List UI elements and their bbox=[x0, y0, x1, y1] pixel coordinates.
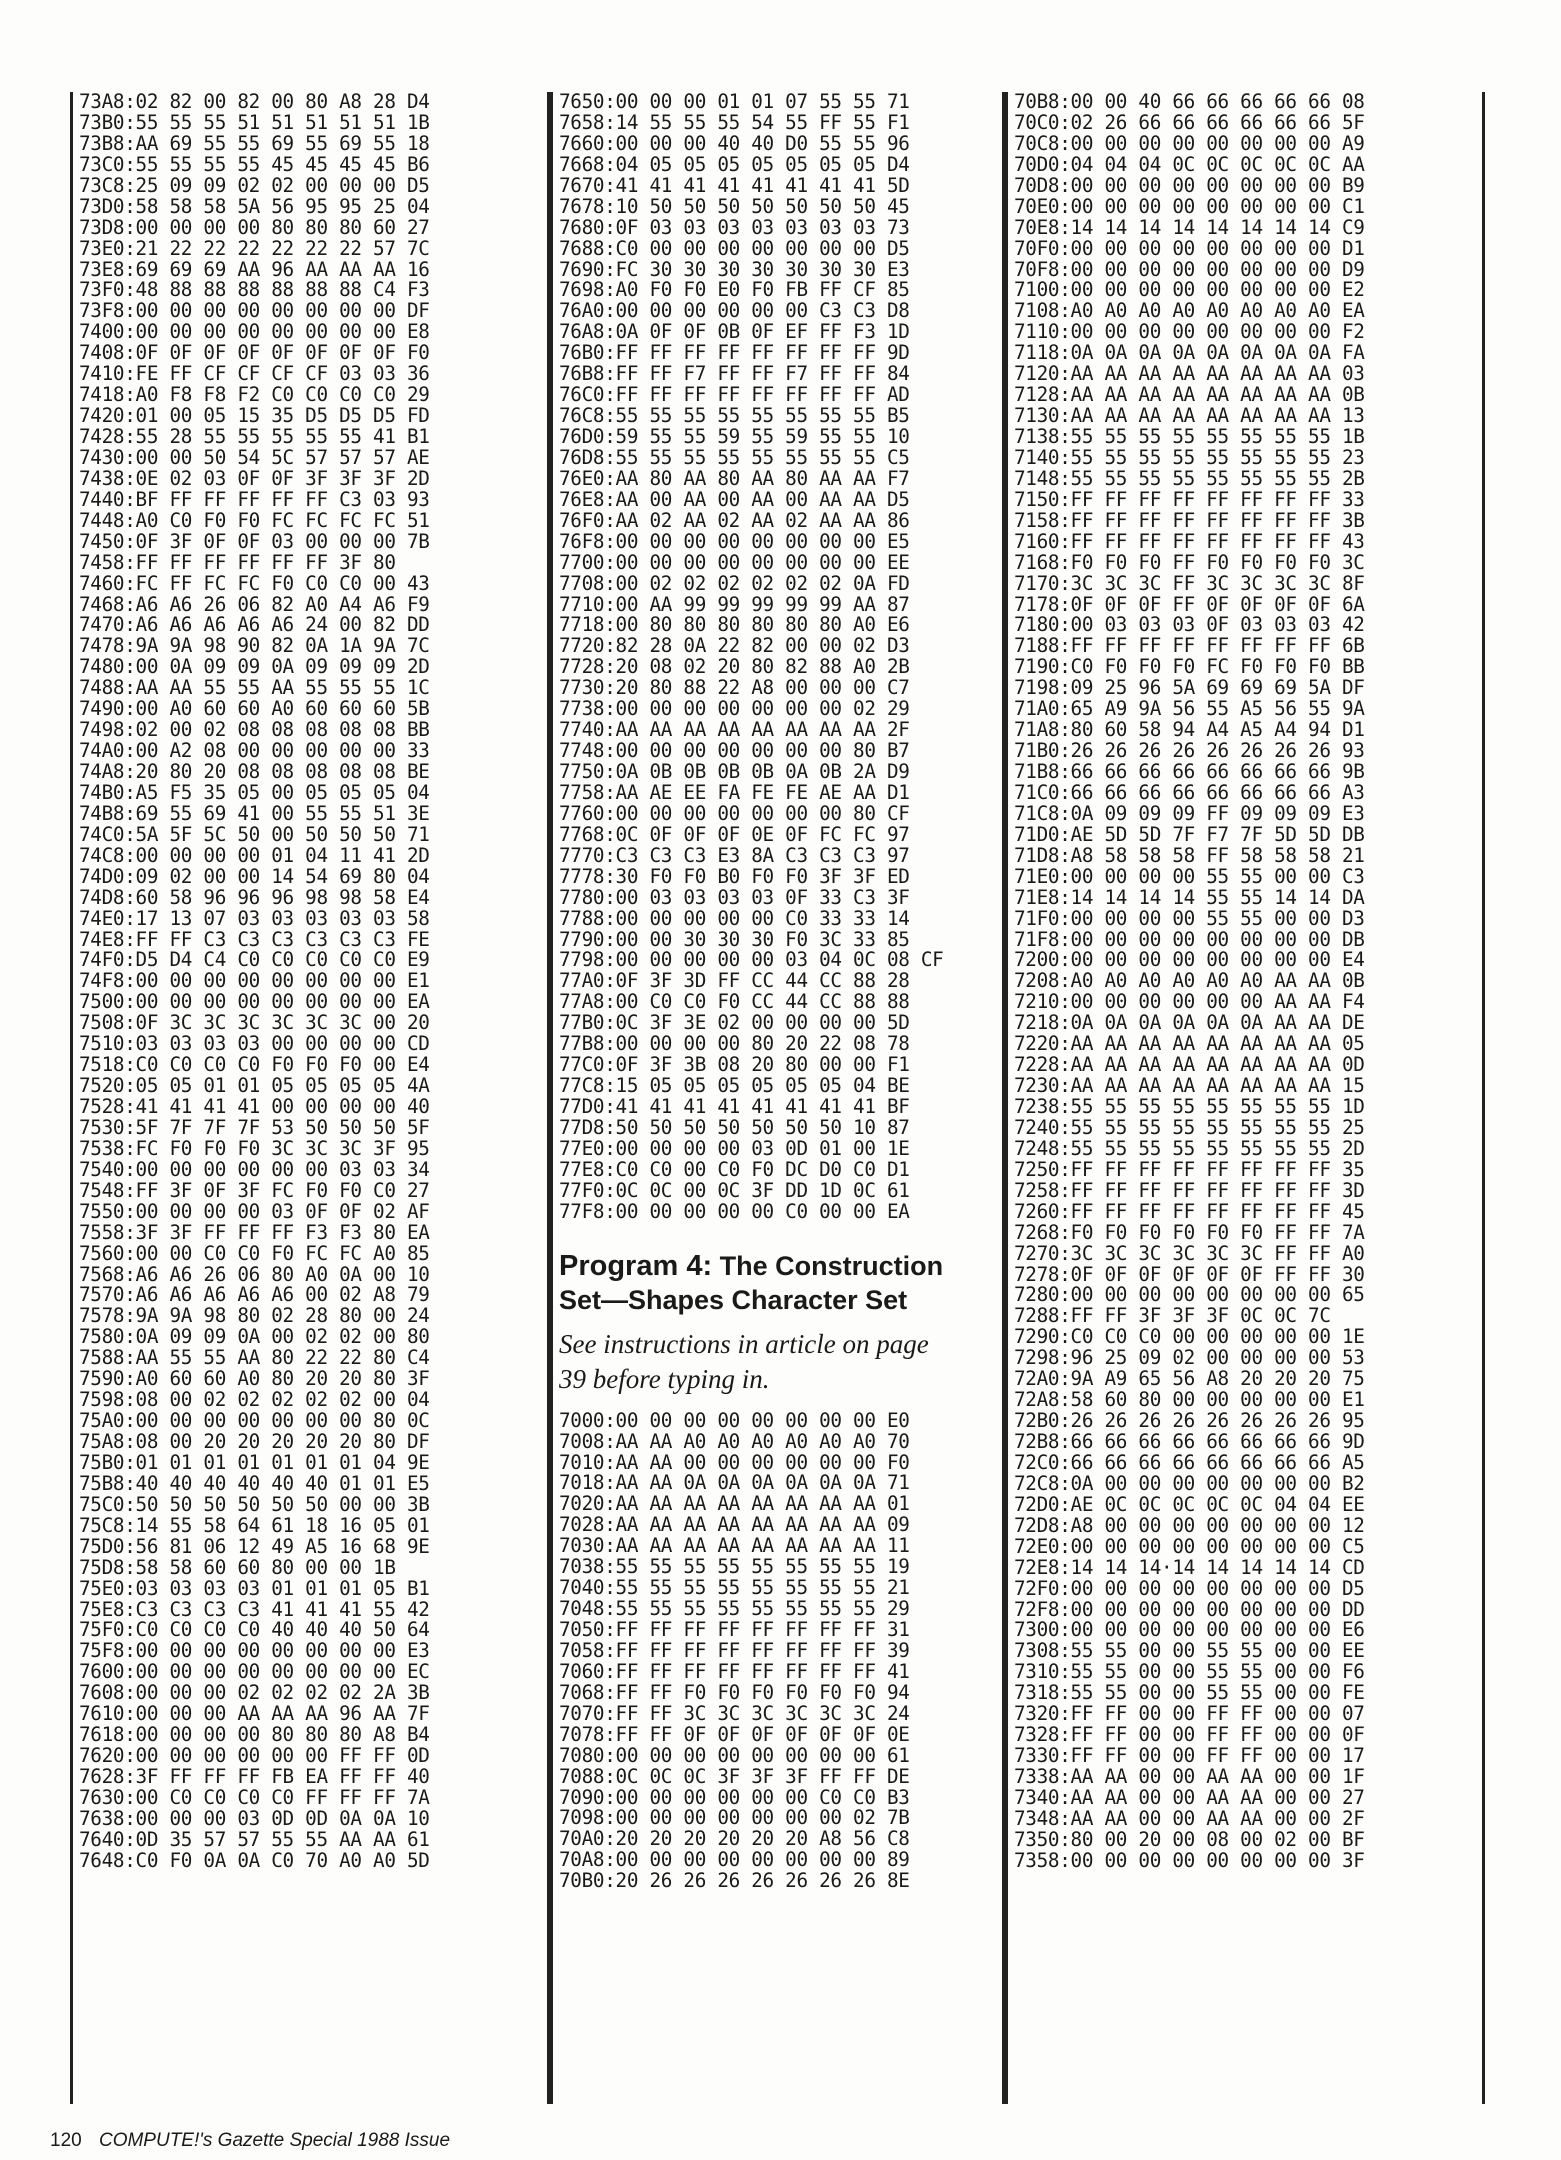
listing-line: 7400:00 00 00 00 00 00 00 00 E8 bbox=[79, 320, 430, 344]
listing-line: 7480:00 0A 09 09 0A 09 09 09 2D bbox=[79, 655, 430, 679]
listing-line: 74A8:20 80 20 08 08 08 08 08 BE bbox=[79, 760, 430, 783]
listing-line: 7588:AA 55 55 AA 80 22 22 80 C4 bbox=[79, 1346, 430, 1370]
listing-line: 7478:9A 9A 98 90 82 0A 1A 9A 7C bbox=[79, 634, 430, 658]
listing-line: 71D8:A8 58 58 58 FF 58 58 58 21 bbox=[1014, 843, 1365, 867]
listing-line: 7780:00 03 03 03 03 0F 33 C3 3F bbox=[559, 885, 910, 909]
listing-line: 7330:FF FF 00 00 FF FF 00 00 17 bbox=[1014, 1744, 1365, 1768]
listing-line: 71A0:65 A9 9A 56 55 A5 56 55 9A bbox=[1014, 697, 1365, 721]
listing-line: 7598:08 00 02 02 02 02 02 00 04 bbox=[79, 1388, 430, 1412]
hex-listing bbox=[79, 92, 541, 1872]
listing-line: 7408:0F 0F 0F 0F 0F 0F 0F 0F F0 bbox=[79, 341, 430, 365]
listing-line: 70E8:14 14 14 14 14 14 14 14 C9 bbox=[1014, 215, 1365, 239]
listing-line: 7620:00 00 00 00 00 00 FF FF 0D bbox=[79, 1744, 430, 1768]
listing-line: 71C0:66 66 66 66 66 66 66 66 A3 bbox=[1014, 780, 1365, 804]
listing-line: 7660:00 00 00 40 40 D0 55 55 96 bbox=[559, 131, 910, 155]
typing-instructions bbox=[559, 1327, 996, 1397]
listing-line: 73D0:58 58 58 5A 56 95 95 25 04 bbox=[79, 194, 430, 218]
listing-line: 72B0:26 26 26 26 26 26 26 26 95 bbox=[1014, 1409, 1365, 1433]
listing-line: 74F0:D5 D4 C4 C0 C0 C0 C0 C0 E9 bbox=[79, 948, 430, 972]
listing-line: 75F0:C0 C0 C0 C0 40 40 40 50 64 bbox=[79, 1618, 430, 1642]
listing-line: 7300:00 00 00 00 00 00 00 00 E6 bbox=[1014, 1618, 1365, 1642]
listing-line: 7188:FF FF FF FF FF FF FF FF 6B bbox=[1014, 634, 1365, 658]
listing-line: 7208:A0 A0 A0 A0 A0 A0 AA AA 0B bbox=[1014, 969, 1365, 993]
listing-line: 7240:55 55 55 55 55 55 55 55 25 bbox=[1014, 1115, 1365, 1139]
listing-line: 7698:A0 F0 F0 E0 F0 FB FF CF 85 bbox=[559, 278, 910, 302]
listing-line: 7340:AA AA 00 00 AA AA 00 00 27 bbox=[1014, 1785, 1365, 1809]
hex-listing bbox=[559, 92, 996, 1223]
listing-line: 74E8:FF FF C3 C3 C3 C3 C3 C3 FE bbox=[79, 927, 430, 951]
listing-line: 75E8:C3 C3 C3 C3 41 41 41 55 42 bbox=[79, 1597, 430, 1621]
listing-line: 70B8:00 00 40 66 66 66 66 66 08 bbox=[1014, 90, 1365, 113]
listing-line: 7150:FF FF FF FF FF FF FF FF 33 bbox=[1014, 487, 1365, 511]
listing-line: 70C0:02 26 66 66 66 66 66 66 5F bbox=[1014, 110, 1365, 134]
listing-line: 7790:00 00 30 30 30 F0 3C 33 85 bbox=[559, 927, 910, 951]
listing-line: 74E0:17 13 07 03 03 03 03 03 58 bbox=[79, 906, 430, 930]
listing-line: 72B8:66 66 66 66 66 66 66 66 9D bbox=[1014, 1430, 1365, 1453]
listing-line: 7680:0F 03 03 03 03 03 03 03 73 bbox=[559, 215, 910, 239]
hex-listing bbox=[559, 1408, 996, 1893]
listing-line: 73C8:25 09 09 02 02 00 00 00 D5 bbox=[79, 173, 430, 197]
listing-line: 70D8:00 00 00 00 00 00 00 00 B9 bbox=[1014, 173, 1365, 197]
listing-line: 7718:00 80 80 80 80 80 80 A0 E6 bbox=[559, 613, 910, 637]
program-title-line-2: Set—Shapes Character Set bbox=[559, 1284, 908, 1315]
listing-line: 7100:00 00 00 00 00 00 00 00 E2 bbox=[1014, 278, 1365, 302]
listing-line: 74C0:5A 5F 5C 50 00 50 50 50 71 bbox=[79, 822, 430, 846]
listing-line: 7258:FF FF FF FF FF FF FF FF 3D bbox=[1014, 1178, 1365, 1202]
page-number: 120 bbox=[50, 2130, 82, 2151]
listing-line: 72E0:00 00 00 00 00 00 00 00 C5 bbox=[1014, 1534, 1365, 1558]
listing-line: 7190:C0 F0 F0 F0 FC F0 F0 F0 BB bbox=[1014, 655, 1365, 679]
listing-line: 71B8:66 66 66 66 66 66 66 66 9B bbox=[1014, 760, 1365, 783]
listing-line: 7350:80 00 20 00 08 00 02 00 BF bbox=[1014, 1827, 1365, 1851]
listing-line: 7740:AA AA AA AA AA AA AA AA 2F bbox=[559, 718, 910, 742]
listing-line: 75F8:00 00 00 00 00 00 00 00 E3 bbox=[79, 1639, 430, 1663]
listing-line: 7608:00 00 00 02 02 02 02 2A 3B bbox=[79, 1681, 430, 1705]
listing-line: 7228:AA AA AA AA AA AA AA AA 0D bbox=[1014, 1053, 1365, 1077]
listing-line: 7510:03 03 03 03 00 00 00 00 CD bbox=[79, 1032, 430, 1056]
listing-line: 7108:A0 A0 A0 A0 A0 A0 A0 A0 EA bbox=[1014, 299, 1365, 323]
listing-line: 76B0:FF FF FF FF FF FF FF FF 9D bbox=[559, 341, 910, 365]
listing-line: 7028:AA AA AA AA AA AA AA AA 09 bbox=[559, 1513, 910, 1537]
listing-line: 7570:A6 A6 A6 A6 A6 00 02 A8 79 bbox=[79, 1283, 430, 1307]
listing-line: 7160:FF FF FF FF FF FF FF FF 43 bbox=[1014, 529, 1365, 553]
listing-line: 7210:00 00 00 00 00 00 AA AA F4 bbox=[1014, 990, 1365, 1014]
listing-line: 7688:C0 00 00 00 00 00 00 00 D5 bbox=[559, 236, 910, 260]
listing-line: 76F8:00 00 00 00 00 00 00 00 E5 bbox=[559, 529, 910, 553]
listing-line: 77A0:0F 3F 3D FF CC 44 CC 88 28 bbox=[559, 969, 910, 993]
listing-line: 7528:41 41 41 41 00 00 00 00 40 bbox=[79, 1095, 430, 1118]
listing-line: 7278:0F 0F 0F 0F 0F 0F FF FF 30 bbox=[1014, 1262, 1365, 1286]
listing-line: 7140:55 55 55 55 55 55 55 55 23 bbox=[1014, 445, 1365, 469]
listing-line: 7050:FF FF FF FF FF FF FF FF 31 bbox=[559, 1618, 910, 1641]
listing-line: 7008:AA AA A0 A0 A0 A0 A0 A0 70 bbox=[559, 1429, 910, 1453]
listing-line: 75D0:56 81 06 12 49 A5 16 68 9E bbox=[79, 1534, 430, 1558]
listing-line: 74B8:69 55 69 41 00 55 55 51 3E bbox=[79, 801, 430, 825]
listing-line: 7560:00 00 C0 C0 F0 FC FC A0 85 bbox=[79, 1241, 430, 1265]
listing-line: 77C0:0F 3F 3B 08 20 80 00 00 F1 bbox=[559, 1053, 910, 1077]
listing-line: 7088:0C 0C 0C 3F 3F 3F FF FF DE bbox=[559, 1764, 910, 1788]
listing-line: 7798:00 00 00 00 00 03 04 0C 08 CF bbox=[559, 948, 944, 972]
program-heading bbox=[559, 1249, 996, 1317]
listing-line: 7060:FF FF FF FF FF FF FF FF 41 bbox=[559, 1659, 910, 1683]
listing-line: 70E0:00 00 00 00 00 00 00 00 C1 bbox=[1014, 194, 1365, 218]
listing-line: 7180:00 03 03 03 0F 03 03 03 42 bbox=[1014, 613, 1365, 637]
listing-line: 7030:AA AA AA AA AA AA AA AA 11 bbox=[559, 1534, 910, 1558]
listing-line: 7248:55 55 55 55 55 55 55 55 2D bbox=[1014, 1136, 1365, 1160]
listing-line: 77E8:C0 C0 00 C0 F0 DC D0 C0 D1 bbox=[559, 1157, 910, 1181]
listing-line: 70C8:00 00 00 00 00 00 00 00 A9 bbox=[1014, 131, 1365, 155]
listing-line: 77F0:0C 0C 00 0C 3F DD 1D 0C 61 bbox=[559, 1178, 910, 1202]
listing-line: 74B0:A5 F5 35 05 00 05 05 05 04 bbox=[79, 780, 430, 804]
listing-line: 7110:00 00 00 00 00 00 00 00 F2 bbox=[1014, 320, 1365, 344]
listing-line: 72E8:14 14 14·14 14 14 14 14 CD bbox=[1014, 1555, 1365, 1579]
listing-line: 70F0:00 00 00 00 00 00 00 00 D1 bbox=[1014, 236, 1365, 260]
listing-line: 7448:A0 C0 F0 F0 FC FC FC FC 51 bbox=[79, 508, 430, 532]
listing-line: 7338:AA AA 00 00 AA AA 00 00 1F bbox=[1014, 1765, 1365, 1788]
listing-line: 7700:00 00 00 00 00 00 00 00 EE bbox=[559, 550, 910, 574]
listing-line: 75A0:00 00 00 00 00 00 00 80 0C bbox=[79, 1409, 430, 1433]
listing-line: 7438:0E 02 03 0F 0F 3F 3F 3F 2D bbox=[79, 466, 430, 490]
listing-line: 7440:BF FF FF FF FF FF C3 03 93 bbox=[79, 487, 430, 511]
listing-line: 7310:55 55 00 00 55 55 00 00 F6 bbox=[1014, 1660, 1365, 1684]
listing-line: 7788:00 00 00 00 00 C0 33 33 14 bbox=[559, 906, 910, 930]
listing-line: 7320:FF FF 00 00 FF FF 00 00 07 bbox=[1014, 1702, 1365, 1726]
listing-line: 7308:55 55 00 00 55 55 00 00 EE bbox=[1014, 1639, 1365, 1663]
listing-line: 72F8:00 00 00 00 00 00 00 00 DD bbox=[1014, 1597, 1365, 1621]
listing-line: 7650:00 00 00 01 01 07 55 55 71 bbox=[559, 90, 910, 113]
listing-line: 7758:AA AE EE FA FE FE AE AA D1 bbox=[559, 780, 910, 804]
listing-line: 7638:00 00 00 03 0D 0D 0A 0A 10 bbox=[79, 1806, 430, 1830]
listing-line: 7730:20 80 88 22 A8 00 00 00 C7 bbox=[559, 676, 910, 700]
listing-line: 76B8:FF FF F7 FF FF F7 FF FF 84 bbox=[559, 362, 910, 386]
listing-line: 7590:A0 60 60 A0 80 20 20 80 3F bbox=[79, 1367, 430, 1391]
listing-line: 77D0:41 41 41 41 41 41 41 41 BF bbox=[559, 1095, 910, 1118]
listing-line: 7270:3C 3C 3C 3C 3C 3C FF FF A0 bbox=[1014, 1241, 1365, 1265]
listing-line: 7538:FC F0 F0 F0 3C 3C 3C 3F 95 bbox=[79, 1136, 430, 1160]
listing-line: 7548:FF 3F 0F 3F FC F0 F0 C0 27 bbox=[79, 1178, 430, 1202]
listing-line: 7630:00 C0 C0 C0 C0 FF FF FF 7A bbox=[79, 1785, 430, 1809]
listing-column-3 bbox=[1005, 92, 1485, 2104]
listing-line: 7500:00 00 00 00 00 00 00 00 EA bbox=[79, 990, 430, 1014]
listing-line: 7048:55 55 55 55 55 55 55 55 29 bbox=[559, 1597, 910, 1621]
listing-line: 7430:00 00 50 54 5C 57 57 57 AE bbox=[79, 445, 430, 469]
listing-line: 72A0:9A A9 65 56 A8 20 20 20 75 bbox=[1014, 1367, 1365, 1391]
listing-line: 7708:00 02 02 02 02 02 02 0A FD bbox=[559, 571, 910, 595]
listing-line: 7090:00 00 00 00 00 00 C0 C0 B3 bbox=[559, 1785, 910, 1809]
listing-line: 7218:0A 0A 0A 0A 0A 0A AA AA DE bbox=[1014, 1011, 1365, 1035]
listing-line: 7118:0A 0A 0A 0A 0A 0A 0A 0A FA bbox=[1014, 341, 1365, 365]
listing-line: 7250:FF FF FF FF FF FF FF FF 35 bbox=[1014, 1157, 1365, 1181]
listing-line: 7418:A0 F8 F8 F2 C0 C0 C0 C0 29 bbox=[79, 383, 430, 407]
listing-line: 7220:AA AA AA AA AA AA AA AA 05 bbox=[1014, 1032, 1365, 1056]
listing-line: 7750:0A 0B 0B 0B 0B 0A 0B 2A D9 bbox=[559, 760, 910, 783]
program-number: Program 4: bbox=[559, 1249, 713, 1282]
listing-line: 7458:FF FF FF FF FF FF 3F 80 bbox=[79, 550, 396, 574]
listing-line: 7530:5F 7F 7F 7F 53 50 50 50 5F bbox=[79, 1115, 430, 1139]
listing-line: 7000:00 00 00 00 00 00 00 00 E0 bbox=[559, 1408, 910, 1432]
listing-line: 7168:F0 F0 F0 FF F0 F0 F0 F0 3C bbox=[1014, 550, 1365, 574]
listing-line: 7468:A6 A6 26 06 82 A0 A4 A6 F9 bbox=[79, 592, 430, 616]
listing-line: 7690:FC 30 30 30 30 30 30 30 E3 bbox=[559, 257, 910, 281]
listing-line: 72C0:66 66 66 66 66 66 66 66 A5 bbox=[1014, 1450, 1365, 1474]
listing-line: 75A8:08 00 20 20 20 20 20 80 DF bbox=[79, 1430, 430, 1453]
listing-line: 76F0:AA 02 AA 02 AA 02 AA AA 86 bbox=[559, 508, 910, 532]
listing-line: 7748:00 00 00 00 00 00 00 80 B7 bbox=[559, 739, 910, 763]
listing-line: 7138:55 55 55 55 55 55 55 55 1B bbox=[1014, 425, 1365, 448]
listing-line: 7568:A6 A6 26 06 80 A0 0A 00 10 bbox=[79, 1262, 430, 1286]
listing-line: 74D0:09 02 00 00 14 54 69 80 04 bbox=[79, 864, 430, 888]
listing-line: 75E0:03 03 03 03 01 01 01 05 B1 bbox=[79, 1576, 430, 1600]
listing-line: 7178:0F 0F 0F FF 0F 0F 0F 0F 6A bbox=[1014, 592, 1365, 616]
listing-line: 70B0:20 26 26 26 26 26 26 26 8E bbox=[559, 1869, 910, 1893]
listing-line: 7420:01 00 05 15 35 D5 D5 D5 FD bbox=[79, 404, 430, 428]
listing-line: 7348:AA AA 00 00 AA AA 00 00 2F bbox=[1014, 1806, 1365, 1830]
listing-line: 72D0:AE 0C 0C 0C 0C 0C 04 04 EE bbox=[1014, 1492, 1365, 1516]
listing-line: 7078:FF FF 0F 0F 0F 0F 0F 0F 0E bbox=[559, 1722, 910, 1746]
listing-line: 7720:82 28 0A 22 82 00 00 02 D3 bbox=[559, 634, 910, 658]
listing-line: 7428:55 28 55 55 55 55 55 41 B1 bbox=[79, 425, 430, 448]
listing-line: 74C8:00 00 00 00 01 04 11 41 2D bbox=[79, 843, 430, 867]
listing-line: 7658:14 55 55 55 54 55 FF 55 F1 bbox=[559, 110, 910, 134]
listing-line: 70D0:04 04 04 0C 0C 0C 0C 0C AA bbox=[1014, 152, 1365, 176]
listing-line: 7628:3F FF FF FF FB EA FF FF 40 bbox=[79, 1765, 430, 1788]
listing-line: 7200:00 00 00 00 00 00 00 00 E4 bbox=[1014, 948, 1365, 972]
listing-line: 7158:FF FF FF FF FF FF FF FF 3B bbox=[1014, 508, 1365, 532]
listing-line: 7550:00 00 00 00 03 0F 0F 02 AF bbox=[79, 1199, 430, 1223]
listing-line: 7170:3C 3C 3C FF 3C 3C 3C 3C 8F bbox=[1014, 571, 1365, 595]
listing-line: 7470:A6 A6 A6 A6 A6 24 00 82 DD bbox=[79, 613, 430, 637]
listing-line: 7068:FF FF F0 F0 F0 F0 F0 F0 94 bbox=[559, 1680, 910, 1704]
instructions-line-2: 39 before typing in. bbox=[559, 1363, 770, 1394]
listing-line: 7288:FF FF 3F 3F 3F 0C 0C 7C bbox=[1014, 1304, 1331, 1328]
listing-column-1 bbox=[70, 92, 550, 2104]
listing-line: 7410:FE FF CF CF CF CF 03 03 36 bbox=[79, 362, 430, 386]
listing-line: 7488:AA AA 55 55 AA 55 55 55 1C bbox=[79, 676, 430, 700]
listing-line: 7678:10 50 50 50 50 50 50 50 45 bbox=[559, 194, 910, 218]
listing-line: 7010:AA AA 00 00 00 00 00 00 F0 bbox=[559, 1450, 910, 1474]
listing-line: 7600:00 00 00 00 00 00 00 00 EC bbox=[79, 1660, 430, 1684]
listing-line: 7358:00 00 00 00 00 00 00 00 3F bbox=[1014, 1848, 1365, 1872]
listing-line: 7130:AA AA AA AA AA AA AA AA 13 bbox=[1014, 404, 1365, 428]
listing-line: 7290:C0 C0 C0 00 00 00 00 00 1E bbox=[1014, 1325, 1365, 1349]
listing-line: 7778:30 F0 F0 B0 F0 F0 3F 3F ED bbox=[559, 864, 910, 888]
listing-line: 7318:55 55 00 00 55 55 00 00 FE bbox=[1014, 1681, 1365, 1705]
listing-line: 7540:00 00 00 00 00 00 03 03 34 bbox=[79, 1157, 430, 1181]
listing-line: 7498:02 00 02 08 08 08 08 08 BB bbox=[79, 718, 430, 742]
listing-line: 72D8:A8 00 00 00 00 00 00 00 12 bbox=[1014, 1513, 1365, 1537]
listing-line: 73A8:02 82 00 82 00 80 A8 28 D4 bbox=[79, 90, 430, 113]
listing-line: 7668:04 05 05 05 05 05 05 05 D4 bbox=[559, 152, 910, 176]
listing-line: 76D8:55 55 55 55 55 55 55 55 C5 bbox=[559, 445, 910, 469]
listing-line: 7670:41 41 41 41 41 41 41 41 5D bbox=[559, 173, 910, 197]
listing-line: 7260:FF FF FF FF FF FF FF FF 45 bbox=[1014, 1199, 1365, 1223]
listing-line: 74D8:60 58 96 96 96 98 98 58 E4 bbox=[79, 885, 430, 909]
listing-line: 7648:C0 F0 0A 0A C0 70 A0 A0 5D bbox=[79, 1848, 430, 1872]
listing-line: 7578:9A 9A 98 80 02 28 80 00 24 bbox=[79, 1304, 430, 1328]
listing-line: 7738:00 00 00 00 00 00 00 02 29 bbox=[559, 697, 910, 721]
listing-line: 76A8:0A 0F 0F 0B 0F EF FF F3 1D bbox=[559, 320, 910, 344]
listing-line: 76D0:59 55 55 59 55 59 55 55 10 bbox=[559, 425, 910, 448]
listing-line: 76C0:FF FF FF FF FF FF FF FF AD bbox=[559, 383, 910, 407]
listing-line: 7518:C0 C0 C0 C0 F0 F0 F0 00 E4 bbox=[79, 1053, 430, 1077]
listing-line: 7610:00 00 00 AA AA AA 96 AA 7F bbox=[79, 1702, 430, 1726]
listing-line: 7120:AA AA AA AA AA AA AA AA 03 bbox=[1014, 362, 1365, 386]
listing-line: 7298:96 25 09 02 00 00 00 00 53 bbox=[1014, 1346, 1365, 1370]
listing-line: 7460:FC FF FC FC F0 C0 C0 00 43 bbox=[79, 571, 430, 595]
listing-line: 71F0:00 00 00 00 55 55 00 00 D3 bbox=[1014, 906, 1365, 930]
listing-line: 75B0:01 01 01 01 01 01 01 04 9E bbox=[79, 1450, 430, 1474]
listing-line: 7098:00 00 00 00 00 00 00 02 7B bbox=[559, 1806, 910, 1830]
listing-line: 71F8:00 00 00 00 00 00 00 00 DB bbox=[1014, 927, 1365, 951]
listing-line: 7710:00 AA 99 99 99 99 99 AA 87 bbox=[559, 592, 910, 616]
listing-line: 70F8:00 00 00 00 00 00 00 00 D9 bbox=[1014, 257, 1365, 281]
listing-line: 77E0:00 00 00 00 03 0D 01 00 1E bbox=[559, 1136, 910, 1160]
listing-line: 7080:00 00 00 00 00 00 00 00 61 bbox=[559, 1743, 910, 1767]
listing-line: 76A0:00 00 00 00 00 00 C3 C3 D8 bbox=[559, 299, 910, 323]
listing-line: 7020:AA AA AA AA AA AA AA AA 01 bbox=[559, 1492, 910, 1516]
listing-line: 77D8:50 50 50 50 50 50 50 10 87 bbox=[559, 1115, 910, 1139]
listing-line: 7040:55 55 55 55 55 55 55 55 21 bbox=[559, 1576, 910, 1600]
listing-line: 7148:55 55 55 55 55 55 55 55 2B bbox=[1014, 466, 1365, 490]
listing-line: 7058:FF FF FF FF FF FF FF FF 39 bbox=[559, 1638, 910, 1662]
listing-line: 73E0:21 22 22 22 22 22 22 57 7C bbox=[79, 236, 430, 260]
listing-line: 7328:FF FF 00 00 FF FF 00 00 0F bbox=[1014, 1723, 1365, 1747]
listing-line: 7508:0F 3C 3C 3C 3C 3C 3C 00 20 bbox=[79, 1011, 430, 1035]
listing-line: 7038:55 55 55 55 55 55 55 55 19 bbox=[559, 1555, 910, 1579]
publication-title: COMPUTE!'s Gazette Special 1988 Issue bbox=[98, 2130, 451, 2151]
listing-line: 76E0:AA 80 AA 80 AA 80 AA AA F7 bbox=[559, 466, 910, 490]
listing-line: 75C0:50 50 50 50 50 50 00 00 3B bbox=[79, 1492, 430, 1516]
listing-line: 77C8:15 05 05 05 05 05 05 04 BE bbox=[559, 1074, 910, 1098]
listing-line: 7770:C3 C3 C3 E3 8A C3 C3 C3 97 bbox=[559, 843, 910, 867]
listing-line: 71A8:80 60 58 94 A4 A5 A4 94 D1 bbox=[1014, 718, 1365, 742]
listing-line: 7198:09 25 96 5A 69 69 69 5A DF bbox=[1014, 676, 1365, 700]
hex-listing bbox=[1014, 92, 1476, 1872]
listing-line: 7558:3F 3F FF FF FF F3 F3 80 EA bbox=[79, 1220, 430, 1244]
instructions-line-1: See instructions in article on page bbox=[559, 1328, 929, 1359]
listing-line: 7520:05 05 01 01 05 05 05 05 4A bbox=[79, 1074, 430, 1098]
listing-line: 71E8:14 14 14 14 55 55 14 14 DA bbox=[1014, 885, 1365, 909]
listing-line: 73E8:69 69 69 AA 96 AA AA AA 16 bbox=[79, 257, 430, 281]
listing-line: 73B8:AA 69 55 55 69 55 69 55 18 bbox=[79, 131, 430, 155]
listing-line: 7238:55 55 55 55 55 55 55 55 1D bbox=[1014, 1095, 1365, 1118]
listing-line: 7618:00 00 00 00 80 80 80 A8 B4 bbox=[79, 1723, 430, 1747]
listing-line: 71E0:00 00 00 00 55 55 00 00 C3 bbox=[1014, 864, 1365, 888]
listing-line: 77A8:00 C0 C0 F0 CC 44 CC 88 88 bbox=[559, 990, 910, 1014]
listing-line: 71D0:AE 5D 5D 7F F7 7F 5D 5D DB bbox=[1014, 822, 1365, 846]
listing-line: 73D8:00 00 00 00 80 80 80 60 27 bbox=[79, 215, 430, 239]
listing-line: 72C8:0A 00 00 00 00 00 00 00 B2 bbox=[1014, 1471, 1365, 1495]
listing-line: 76E8:AA 00 AA 00 AA 00 AA AA D5 bbox=[559, 487, 910, 511]
listing-line: 75B8:40 40 40 40 40 40 01 01 E5 bbox=[79, 1471, 430, 1495]
listing-line: 7230:AA AA AA AA AA AA AA AA 15 bbox=[1014, 1074, 1365, 1098]
listing-line: 7450:0F 3F 0F 0F 03 00 00 00 7B bbox=[79, 529, 430, 553]
listing-line: 77B8:00 00 00 00 80 20 22 08 78 bbox=[559, 1032, 910, 1056]
listing-line: 73F8:00 00 00 00 00 00 00 00 DF bbox=[79, 299, 430, 323]
listing-line: 74A0:00 A2 08 00 00 00 00 00 33 bbox=[79, 739, 430, 763]
listing-line: 7128:AA AA AA AA AA AA AA AA 0B bbox=[1014, 383, 1365, 407]
listing-line: 7490:00 A0 60 60 A0 60 60 60 5B bbox=[79, 697, 430, 721]
listing-line: 70A0:20 20 20 20 20 20 A8 56 C8 bbox=[559, 1827, 910, 1851]
listing-line: 7070:FF FF 3C 3C 3C 3C 3C 3C 24 bbox=[559, 1701, 910, 1725]
page-footer bbox=[50, 2130, 450, 2152]
listing-line: 73C0:55 55 55 55 45 45 45 45 B6 bbox=[79, 152, 430, 176]
listing-line: 7268:F0 F0 F0 F0 F0 F0 FF FF 7A bbox=[1014, 1220, 1365, 1244]
listing-line: 7280:00 00 00 00 00 00 00 00 65 bbox=[1014, 1283, 1365, 1307]
listing-line: 7580:0A 09 09 0A 00 02 02 00 80 bbox=[79, 1325, 430, 1349]
listing-line: 76C8:55 55 55 55 55 55 55 55 B5 bbox=[559, 404, 910, 428]
program-title-line-1: The Construction bbox=[719, 1250, 944, 1281]
listing-line: 77F8:00 00 00 00 00 C0 00 00 EA bbox=[559, 1199, 910, 1223]
listing-line: 70A8:00 00 00 00 00 00 00 00 89 bbox=[559, 1848, 910, 1872]
listing-line: 7760:00 00 00 00 00 00 00 80 CF bbox=[559, 801, 910, 825]
listing-line: 7018:AA AA 0A 0A 0A 0A 0A 0A 71 bbox=[559, 1471, 910, 1495]
listing-line: 74F8:00 00 00 00 00 00 00 00 E1 bbox=[79, 969, 430, 993]
listing-line: 72A8:58 60 80 00 00 00 00 00 E1 bbox=[1014, 1388, 1365, 1412]
listing-line: 73B0:55 55 55 51 51 51 51 51 1B bbox=[79, 110, 430, 134]
listing-line: 73F0:48 88 88 88 88 88 88 C4 F3 bbox=[79, 278, 430, 302]
listing-line: 75C8:14 55 58 64 61 18 16 05 01 bbox=[79, 1513, 430, 1537]
listing-line: 71B0:26 26 26 26 26 26 26 26 93 bbox=[1014, 739, 1365, 763]
listing-line: 77B0:0C 3F 3E 02 00 00 00 00 5D bbox=[559, 1011, 910, 1035]
listing-line: 71C8:0A 09 09 09 FF 09 09 09 E3 bbox=[1014, 801, 1365, 825]
listing-line: 7728:20 08 02 20 80 82 88 A0 2B bbox=[559, 655, 910, 679]
listing-column-2 bbox=[550, 92, 1005, 2104]
listing-line: 7768:0C 0F 0F 0F 0E 0F FC FC 97 bbox=[559, 822, 910, 846]
listing-line: 72F0:00 00 00 00 00 00 00 00 D5 bbox=[1014, 1576, 1365, 1600]
listing-line: 75D8:58 58 60 60 80 00 00 1B bbox=[79, 1555, 396, 1579]
listing-line: 7640:0D 35 57 57 55 55 AA AA 61 bbox=[79, 1827, 430, 1851]
